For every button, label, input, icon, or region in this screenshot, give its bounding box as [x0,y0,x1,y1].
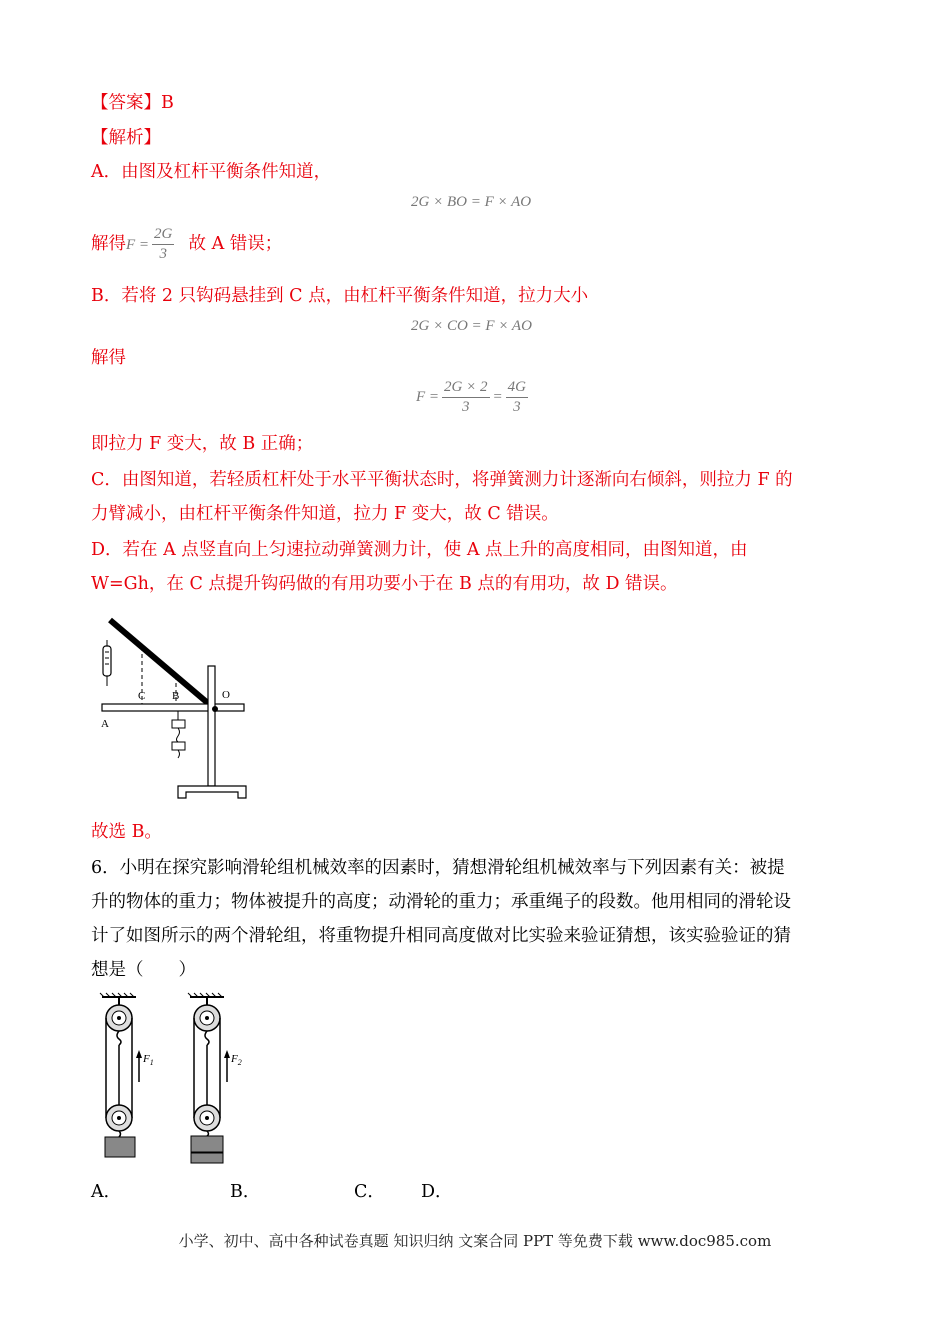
option-a-text: A．由图及杠杆平衡条件知道， [91,162,332,182]
label-a: A [101,718,109,730]
fraction-numerator: 4G [506,378,528,398]
q6-line4: 想是（ ） [91,960,196,980]
pulley-setup-1 [100,993,154,1157]
option-c[interactable]: C． [354,1182,385,1202]
fraction-numerator: 2G × 2 [442,378,489,398]
option-a-solution [91,225,282,264]
fraction-numerator: 2G [152,225,174,245]
page-footer: 小学、初中、高中各种试卷真题 知识归纳 文案合同 PPT 等免费下载 www.doc985.com [178,1232,772,1250]
stand-pole [208,666,215,786]
q6-line2: 升的物体的重力；物体被提升的高度；动滑轮的重力；承重绳子的段数。他用相同的滑轮设 [91,892,791,912]
horizontal-beam [102,704,244,711]
weight-2 [172,742,185,750]
option-a[interactable]: A． [91,1182,122,1202]
solve-lhs: F = [126,237,150,253]
fraction-denominator: 3 [513,399,521,415]
weight-block-2b [191,1153,223,1163]
option-d-line1: D．若在 A 点竖直向上匀速拉动弹簧测力计，使 A 点上升的高度相同，由图知道，由 [91,540,748,560]
label-b: B [172,690,180,702]
fraction-denominator: 3 [159,246,167,262]
lever-figure [98,612,258,802]
solve-label: 解得 [91,234,126,254]
option-b[interactable]: B． [230,1182,261,1202]
analysis-label: 【解析】 [91,128,161,148]
answer-label: 【答案】 [91,93,161,113]
answer-value: B [161,93,174,113]
choose-answer: 故选 B。 [91,822,162,842]
q6-line3: 计了如图所示的两个滑轮组，将重物提升相同高度做对比实验来验证猜想，该实验验证的猜 [91,926,791,946]
option-c-line2: 力臂减小，由杠杆平衡条件知道，拉力 F 变大，故 C 错误。 [91,504,559,524]
option-b-solve-label: 解得 [91,348,126,368]
pulley-setup-2 [188,993,242,1163]
fraction-4g-3 [506,378,528,417]
result-equals: = [492,388,503,405]
option-b-text: B．若将 2 只钩码悬挂到 C 点，由杠杆平衡条件知道，拉力大小 [91,286,589,306]
label-o: O [222,689,230,701]
stand-base [178,786,246,798]
pivot-point [212,706,218,712]
q6-line1: 6．小明在探究影响滑轮组机械效率的因素时，猜想滑轮组机械效率与下列因素有关：被提 [91,858,785,878]
fraction-denominator: 3 [462,399,470,415]
weight-1 [172,720,185,728]
equation-b: 2G × CO = F × AO [411,318,532,334]
answer-line [91,91,174,115]
fraction-2g-3 [152,225,174,264]
f2-label: $F_2$ [231,1053,242,1067]
weight-hook [177,728,180,742]
option-d-line2: W=Gh，在 C 点提升钩码做的有用功要小于在 B 点的有用功，故 D 错误。 [91,574,678,594]
equation-b-result [416,378,531,417]
label-c: C [138,690,146,702]
weight-block-2a [191,1136,223,1152]
equation-a: 2G × BO = F × AO [411,194,532,210]
option-b-conclusion: 即拉力 F 变大，故 B 正确； [91,434,314,454]
weight-block-1 [105,1137,135,1157]
tilted-lever [110,620,216,710]
spring-scale [103,646,111,676]
solve-conclusion: 故 A 错误； [188,234,283,254]
result-lhs: F = [416,388,440,405]
option-c-line1: C．由图知道，若轻质杠杆处于水平平衡状态时，将弹簧测力计逐渐向右倾斜，则拉力 F 的 [91,470,793,490]
f1-label: $F_1$ [143,1053,154,1067]
pulley-figure [96,992,266,1164]
option-d[interactable]: D． [421,1182,453,1202]
fraction-2gx2-3 [442,378,489,417]
